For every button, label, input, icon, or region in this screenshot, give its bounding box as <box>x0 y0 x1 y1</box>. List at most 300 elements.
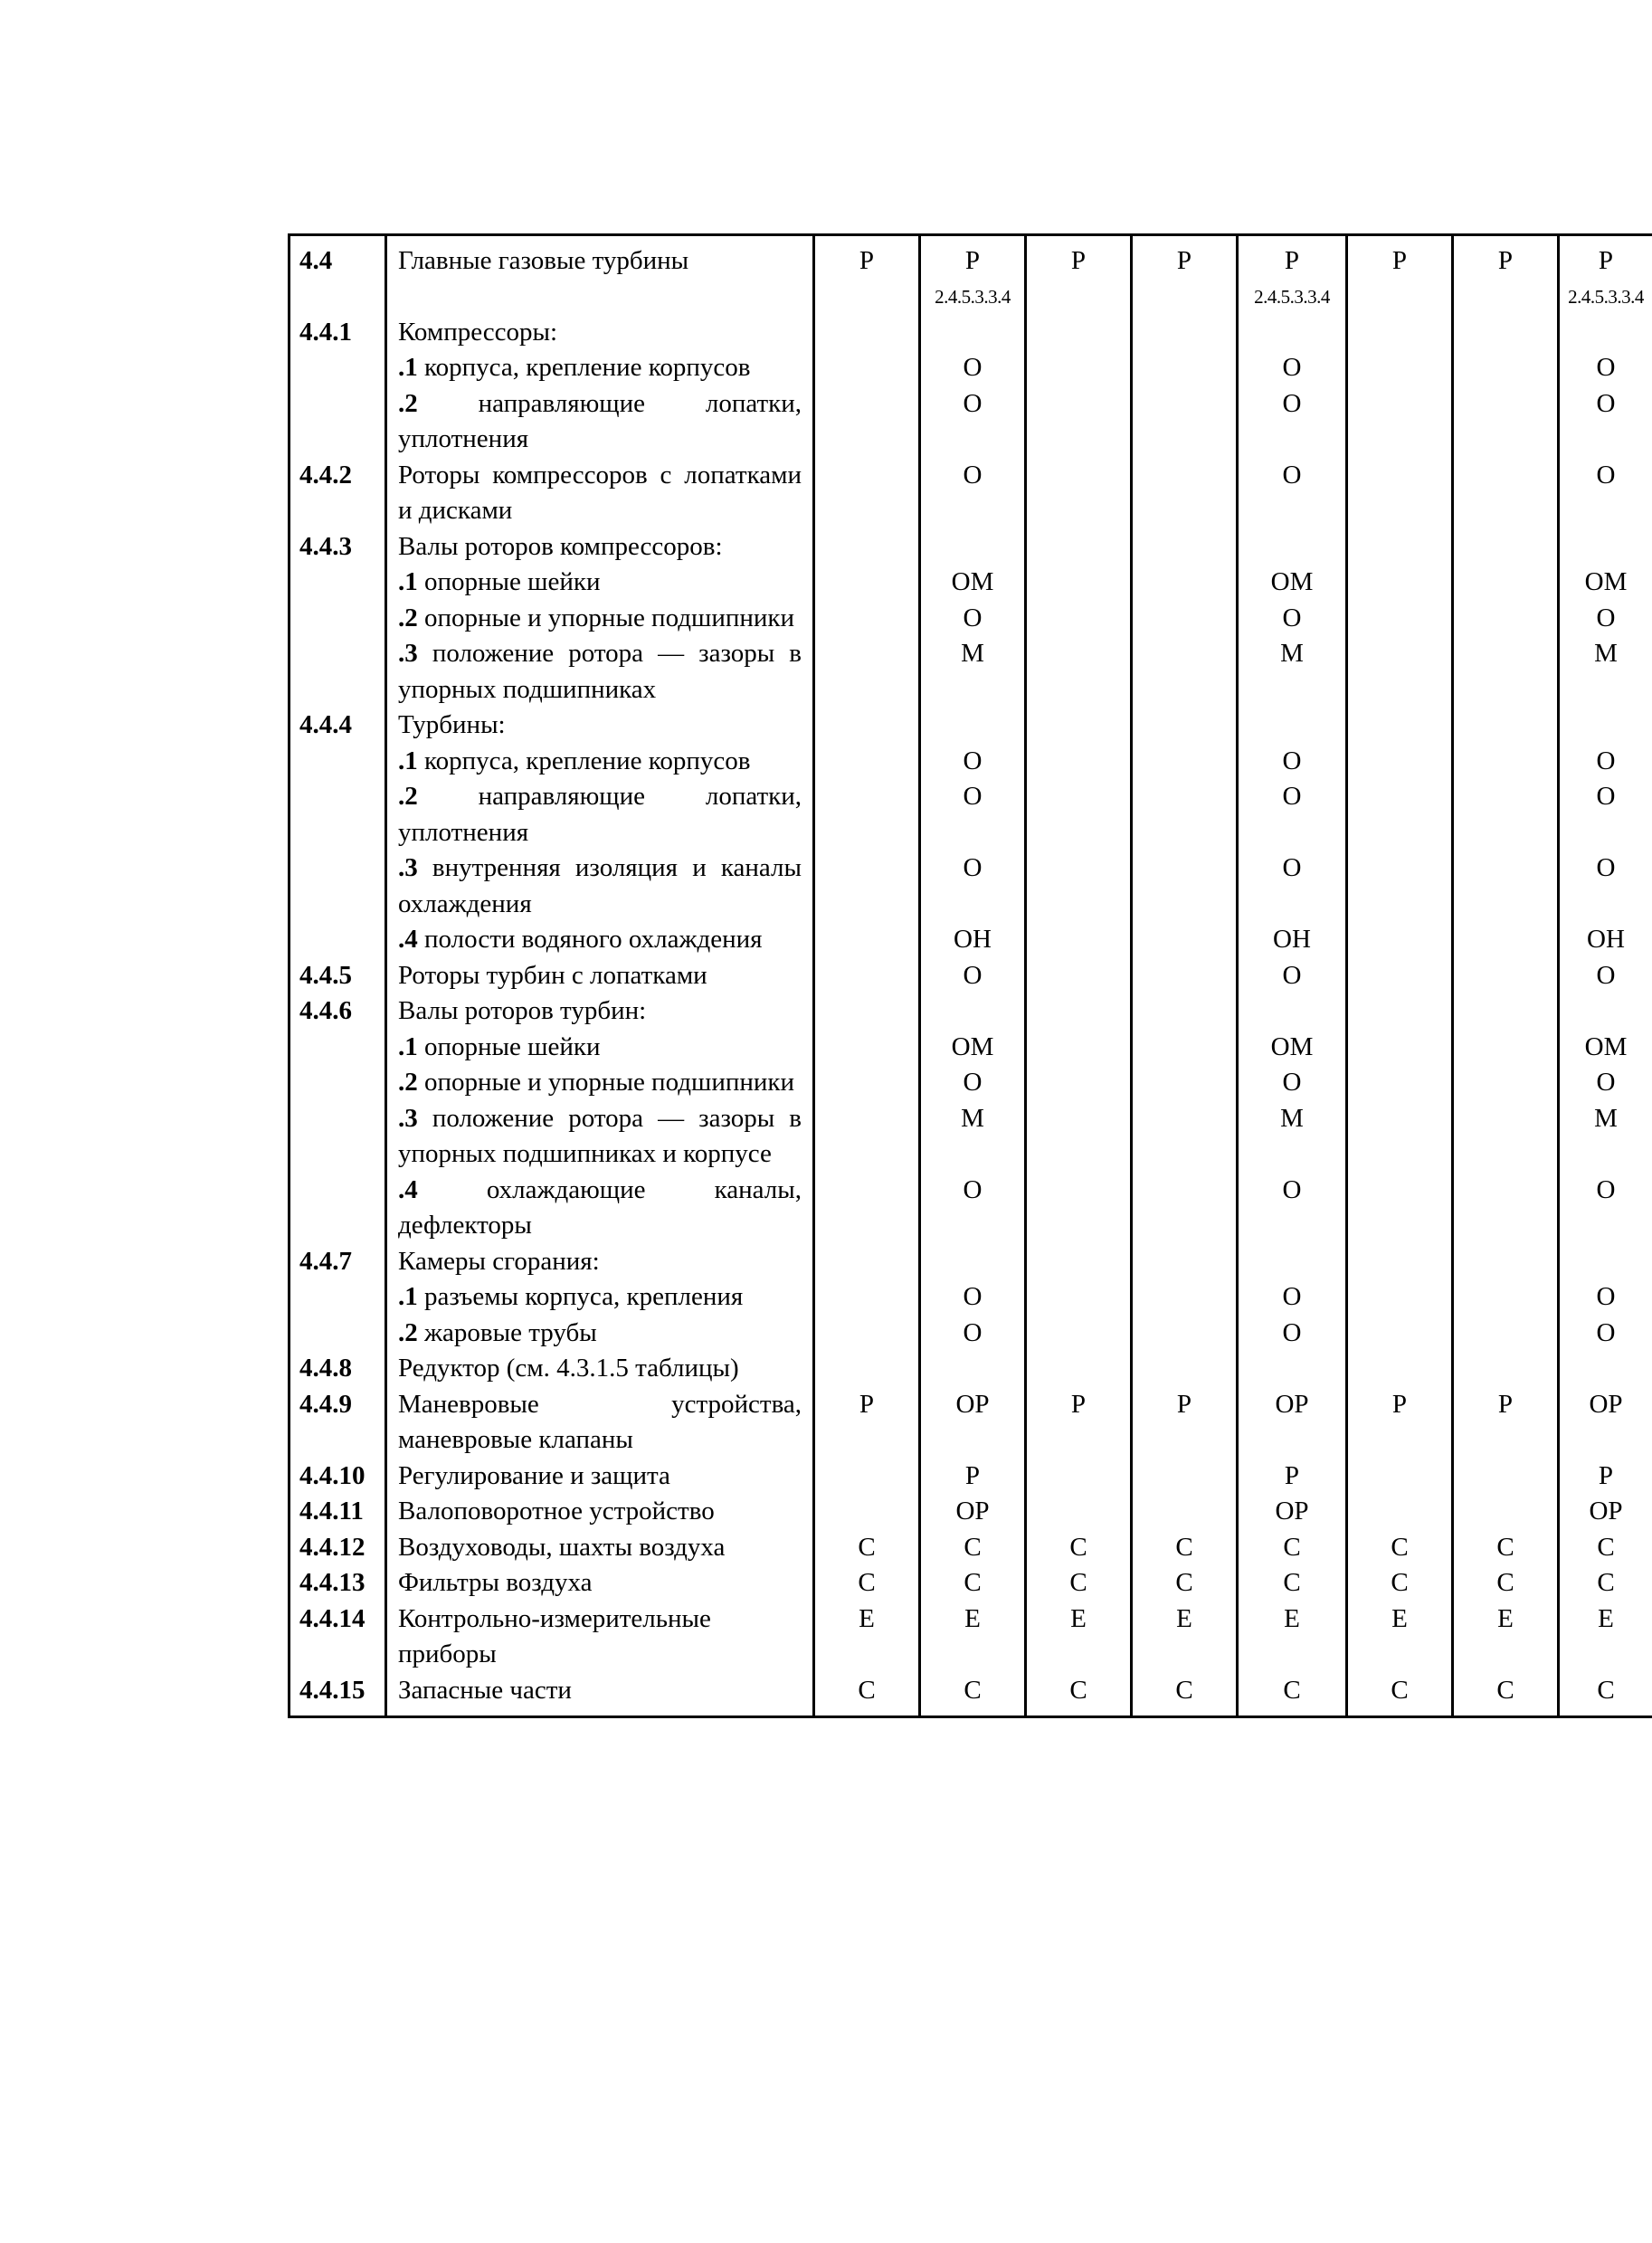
survey-code-cell <box>1453 708 1559 744</box>
survey-code-cell <box>1238 1173 1347 1244</box>
survey-code-cell <box>1453 958 1559 994</box>
survey-code-cell <box>1347 1244 1453 1280</box>
item-number: 4.4.4 <box>290 708 386 744</box>
item-description: Турбины: <box>386 708 814 744</box>
survey-code: С <box>1069 1675 1087 1705</box>
item-description <box>386 1101 814 1173</box>
survey-code: О <box>1282 388 1302 418</box>
survey-code-cell <box>814 1279 920 1316</box>
table-row <box>290 350 1652 386</box>
survey-code-cell <box>1026 1244 1132 1280</box>
sub-item-number: .1 <box>398 567 418 596</box>
survey-code: О <box>963 603 983 632</box>
survey-code: С <box>1597 1568 1615 1597</box>
item-description <box>386 779 814 851</box>
table-row <box>290 565 1652 601</box>
survey-code-cell <box>1347 636 1453 708</box>
survey-code-cell <box>1453 636 1559 708</box>
sub-item-text: охлаждающие каналы, дефлекторы <box>398 1174 802 1240</box>
survey-code: О <box>1596 782 1616 811</box>
survey-code-cell <box>1132 744 1238 780</box>
item-number: 4.4.15 <box>290 1673 386 1717</box>
survey-code-cell <box>1453 350 1559 386</box>
survey-code-cell <box>1238 601 1347 637</box>
table-row <box>290 1101 1652 1173</box>
survey-code-cell <box>1026 636 1132 708</box>
survey-code-cell <box>1559 1065 1652 1101</box>
survey-code-cell <box>1238 1459 1347 1495</box>
survey-code-cell <box>1453 922 1559 958</box>
survey-code-cell <box>1453 1030 1559 1066</box>
survey-code: С <box>964 1532 982 1562</box>
survey-code: С <box>858 1568 876 1597</box>
item-description <box>386 565 814 601</box>
survey-code-cell <box>1453 779 1559 851</box>
item-number <box>290 565 386 601</box>
item-description <box>386 1065 814 1101</box>
survey-code-cell <box>1132 1279 1238 1316</box>
item-number <box>290 1279 386 1316</box>
survey-code-cell <box>1132 601 1238 637</box>
survey-code-cell <box>1026 1279 1132 1316</box>
sub-item-number: .2 <box>398 1068 418 1097</box>
survey-code: ОР <box>1275 1389 1309 1419</box>
table-row <box>290 1565 1652 1601</box>
sub-item-number: .1 <box>398 1282 418 1311</box>
item-number <box>290 1316 386 1352</box>
item-number <box>290 851 386 922</box>
item-description: Контрольно-измерительные приборы <box>386 1601 814 1673</box>
survey-code: ОР <box>1589 1389 1623 1419</box>
survey-code: Р <box>1497 1389 1514 1419</box>
survey-code-cell <box>1238 1030 1347 1066</box>
survey-code-cell <box>1132 315 1238 351</box>
survey-code: О <box>963 1068 983 1097</box>
survey-code: Р <box>859 246 875 275</box>
rule-reference: 2.4.5.3.3.4 <box>935 285 1011 308</box>
table-row <box>290 1316 1652 1352</box>
sub-item-text: полости водяного охлаждения <box>424 925 763 954</box>
sub-item-text: опорные шейки <box>424 1031 601 1061</box>
survey-code-cell <box>814 601 920 637</box>
survey-code-cell <box>1559 708 1652 744</box>
survey-code-cell <box>1347 601 1453 637</box>
table-row <box>290 851 1652 922</box>
item-number: 4.4.3 <box>290 529 386 566</box>
survey-code: О <box>1282 1174 1302 1204</box>
survey-code-cell <box>1559 458 1652 529</box>
item-description: Роторы компрессоров с лопатками и дисками <box>386 458 814 529</box>
survey-code-cell <box>814 565 920 601</box>
survey-code-cell <box>814 1459 920 1495</box>
survey-code-cell <box>1238 708 1347 744</box>
survey-code: О <box>1596 1282 1616 1311</box>
sub-item-number: .4 <box>398 1174 418 1204</box>
survey-code: О <box>1596 603 1616 632</box>
survey-code-cell <box>1238 851 1347 922</box>
survey-code-cell <box>814 993 920 1030</box>
survey-code-cell <box>1559 1173 1652 1244</box>
survey-code: Р <box>1391 1389 1408 1419</box>
table-row <box>290 1065 1652 1101</box>
survey-code-cell <box>1559 958 1652 994</box>
survey-code-cell <box>814 235 920 315</box>
survey-code: О <box>963 1282 983 1311</box>
survey-code: Р <box>964 246 981 275</box>
survey-code-cell <box>1132 993 1238 1030</box>
survey-code: О <box>963 746 983 775</box>
survey-code-cell <box>1559 601 1652 637</box>
table-row <box>290 315 1652 351</box>
survey-code-cell <box>1347 529 1453 566</box>
survey-code: Е <box>1391 1603 1408 1633</box>
survey-code-cell <box>1347 1030 1453 1066</box>
survey-code: Р <box>859 1389 875 1419</box>
sub-item-number: .2 <box>398 603 418 632</box>
item-description: Компрессоры: <box>386 315 814 351</box>
survey-code-cell <box>920 1279 1026 1316</box>
survey-code-cell <box>1132 1173 1238 1244</box>
survey-code-cell <box>1238 636 1347 708</box>
survey-code-cell <box>1559 779 1652 851</box>
survey-code-cell <box>1453 529 1559 566</box>
survey-code-cell <box>1453 315 1559 351</box>
table-row <box>290 529 1652 566</box>
survey-code-cell <box>1132 235 1238 315</box>
survey-code-cell <box>1347 458 1453 529</box>
item-number <box>290 350 386 386</box>
survey-code-cell <box>1238 1279 1347 1316</box>
survey-code-cell <box>920 779 1026 851</box>
item-number: 4.4.12 <box>290 1530 386 1566</box>
survey-code: Р <box>1497 246 1514 275</box>
survey-code-cell <box>1238 1387 1347 1459</box>
survey-code-cell <box>1347 851 1453 922</box>
survey-code: Р <box>1070 1389 1087 1419</box>
survey-code-cell <box>814 529 920 566</box>
survey-code-cell <box>1453 744 1559 780</box>
table-row <box>290 922 1652 958</box>
survey-code: О <box>1282 746 1302 775</box>
survey-code: О <box>963 853 983 882</box>
survey-code-cell <box>1026 235 1132 315</box>
item-number <box>290 1030 386 1066</box>
survey-code-cell <box>1453 1565 1559 1601</box>
survey-code: ОР <box>955 1389 990 1419</box>
item-number: 4.4.5 <box>290 958 386 994</box>
survey-code-cell <box>1026 851 1132 922</box>
survey-code-cell <box>1347 958 1453 994</box>
sub-item-text: положение ротора — зазоры в упорных подшипниках <box>398 639 802 704</box>
survey-code: О <box>963 1174 983 1204</box>
survey-code-cell <box>814 779 920 851</box>
survey-code-cell <box>814 315 920 351</box>
survey-code: Е <box>1176 1603 1192 1633</box>
survey-code-cell <box>814 1244 920 1280</box>
survey-code: С <box>1496 1568 1514 1597</box>
item-number <box>290 1173 386 1244</box>
sub-item-number: .3 <box>398 853 418 882</box>
survey-code-cell <box>814 922 920 958</box>
survey-code-cell <box>1453 565 1559 601</box>
survey-code-cell <box>1347 1065 1453 1101</box>
survey-code: Р <box>1176 246 1192 275</box>
survey-code: С <box>964 1675 982 1705</box>
sub-item-text: опорные и упорные подшипники <box>424 1068 795 1097</box>
survey-code-cell <box>1132 708 1238 744</box>
survey-code-cell <box>1026 529 1132 566</box>
survey-code-cell <box>1238 1601 1347 1673</box>
survey-code-cell <box>920 993 1026 1030</box>
item-number: 4.4.9 <box>290 1387 386 1459</box>
survey-code-cell <box>814 1494 920 1530</box>
survey-code-cell <box>814 1351 920 1387</box>
survey-code-cell <box>1132 958 1238 994</box>
survey-code-cell <box>1238 386 1347 458</box>
item-description: Валы роторов турбин: <box>386 993 814 1030</box>
item-description: Регулирование и защита <box>386 1459 814 1495</box>
item-description: Роторы турбин с лопатками <box>386 958 814 994</box>
survey-code: Р <box>1284 1460 1300 1490</box>
item-description <box>386 851 814 922</box>
survey-code-cell <box>920 1351 1026 1387</box>
item-description <box>386 1279 814 1316</box>
sub-item-text: внутренняя изоляция и каналы охлаждения <box>398 853 802 918</box>
item-description: Маневровые устройства, маневровые клапаны <box>386 1387 814 1459</box>
survey-code-cell <box>814 350 920 386</box>
survey-code-cell <box>1132 851 1238 922</box>
survey-code-cell <box>1347 1530 1453 1566</box>
survey-code: О <box>1282 603 1302 632</box>
survey-code-cell <box>1347 1316 1453 1352</box>
survey-code-cell <box>1347 1601 1453 1673</box>
survey-code-cell <box>920 1065 1026 1101</box>
survey-code-cell <box>1132 1244 1238 1280</box>
item-description <box>386 1030 814 1066</box>
survey-code-cell <box>1347 1173 1453 1244</box>
survey-code: С <box>1069 1532 1087 1562</box>
item-number: 4.4.7 <box>290 1244 386 1280</box>
survey-code-cell <box>1559 315 1652 351</box>
survey-code-cell <box>1238 1494 1347 1530</box>
survey-code-cell <box>1026 1601 1132 1673</box>
survey-code-cell <box>920 350 1026 386</box>
survey-code: О <box>1596 746 1616 775</box>
survey-code: М <box>961 639 984 668</box>
survey-code-cell <box>1026 1673 1132 1717</box>
survey-code-cell <box>920 744 1026 780</box>
item-number <box>290 1101 386 1173</box>
sub-item-number: .2 <box>398 782 418 811</box>
survey-code-cell <box>1238 1530 1347 1566</box>
survey-code: ОН <box>1587 925 1625 954</box>
survey-code-cell <box>1132 1387 1238 1459</box>
survey-code-cell <box>1347 1279 1453 1316</box>
survey-code-cell <box>1026 1565 1132 1601</box>
survey-code-cell <box>1132 636 1238 708</box>
survey-code-cell <box>1453 1244 1559 1280</box>
survey-code-cell <box>1347 386 1453 458</box>
survey-code: С <box>1283 1532 1301 1562</box>
item-description <box>386 350 814 386</box>
survey-code-cell <box>1559 1030 1652 1066</box>
table-row <box>290 386 1652 458</box>
survey-code-cell <box>1347 1459 1453 1495</box>
sub-item-text: направляющие лопатки, уплотнения <box>398 782 802 847</box>
survey-code: О <box>1282 460 1302 489</box>
survey-code-cell <box>1238 779 1347 851</box>
item-number <box>290 636 386 708</box>
sub-item-text: разъемы корпуса, крепления <box>424 1282 744 1311</box>
survey-code-cell <box>814 1065 920 1101</box>
survey-code-cell <box>1132 1565 1238 1601</box>
survey-code-cell <box>814 636 920 708</box>
survey-code-cell <box>1559 386 1652 458</box>
survey-code-cell <box>920 1601 1026 1673</box>
survey-code: О <box>1282 1317 1302 1347</box>
survey-code-cell <box>1559 1351 1652 1387</box>
sub-item-number: .1 <box>398 1031 418 1061</box>
table-row <box>290 1351 1652 1387</box>
table-row <box>290 1279 1652 1316</box>
survey-code-cell <box>920 958 1026 994</box>
survey-code: О <box>1596 388 1616 418</box>
sub-item-text: опорные и упорные подшипники <box>424 603 795 632</box>
survey-code-cell <box>814 1173 920 1244</box>
survey-code: Р <box>1598 1460 1614 1490</box>
survey-code-cell <box>1559 1101 1652 1173</box>
survey-code: Е <box>964 1603 981 1633</box>
sub-item-number: .2 <box>398 1317 418 1347</box>
survey-code-cell <box>1453 386 1559 458</box>
survey-code-cell <box>920 1030 1026 1066</box>
survey-code-cell <box>814 458 920 529</box>
survey-code-cell <box>1453 1279 1559 1316</box>
survey-code-cell <box>1453 1351 1559 1387</box>
survey-code-cell <box>814 958 920 994</box>
survey-code-cell <box>1453 1065 1559 1101</box>
item-description <box>386 601 814 637</box>
survey-code-cell <box>1026 1173 1132 1244</box>
survey-code: С <box>1283 1675 1301 1705</box>
survey-code: О <box>1596 1068 1616 1097</box>
survey-code-cell <box>1132 1316 1238 1352</box>
survey-code-cell <box>920 386 1026 458</box>
survey-code: ОР <box>955 1497 990 1525</box>
survey-code: С <box>1175 1675 1193 1705</box>
survey-code: Е <box>1598 1603 1614 1633</box>
survey-code-cell <box>920 1494 1026 1530</box>
survey-code: О <box>1596 353 1616 382</box>
survey-code-cell <box>1132 350 1238 386</box>
survey-code-cell <box>1559 851 1652 922</box>
survey-code: О <box>1282 1068 1302 1097</box>
survey-code-cell <box>1559 1459 1652 1495</box>
sub-item-text: корпуса, крепление корпусов <box>424 353 751 382</box>
survey-code-cell <box>1347 1387 1453 1459</box>
survey-code-cell <box>1347 565 1453 601</box>
survey-code: М <box>1280 1103 1304 1133</box>
item-number <box>290 779 386 851</box>
survey-code-cell <box>1238 565 1347 601</box>
survey-code: ОМ <box>1270 567 1314 596</box>
survey-code-cell <box>1559 1244 1652 1280</box>
item-number <box>290 601 386 637</box>
survey-code-cell <box>1132 1101 1238 1173</box>
survey-code-cell <box>1559 744 1652 780</box>
survey-code: О <box>963 353 983 382</box>
table-row <box>290 1601 1652 1673</box>
table-row <box>290 235 1652 315</box>
item-description <box>386 922 814 958</box>
survey-code-cell <box>1132 1351 1238 1387</box>
survey-code-cell <box>920 1316 1026 1352</box>
survey-code-cell <box>814 1530 920 1566</box>
survey-code: С <box>1496 1675 1514 1705</box>
survey-code-cell <box>1347 993 1453 1030</box>
survey-code-cell <box>920 601 1026 637</box>
survey-code-cell <box>920 851 1026 922</box>
survey-code-cell <box>1559 1387 1652 1459</box>
survey-code-cell <box>1453 1173 1559 1244</box>
survey-code: С <box>1391 1532 1409 1562</box>
sub-item-number: .1 <box>398 353 418 382</box>
survey-code-cell <box>1453 1316 1559 1352</box>
survey-code: С <box>1597 1675 1615 1705</box>
survey-code-cell <box>920 565 1026 601</box>
item-description: Валы роторов компрессоров: <box>386 529 814 566</box>
survey-code-cell <box>814 1030 920 1066</box>
table-row <box>290 958 1652 994</box>
survey-code-cell <box>1238 1316 1347 1352</box>
survey-code-cell <box>1132 1673 1238 1717</box>
item-description <box>386 1173 814 1244</box>
survey-code-cell <box>1026 1459 1132 1495</box>
survey-code-cell <box>920 636 1026 708</box>
survey-code-cell <box>1347 708 1453 744</box>
item-number: 4.4.10 <box>290 1459 386 1495</box>
survey-code-cell <box>1026 1316 1132 1352</box>
item-number <box>290 744 386 780</box>
survey-code: О <box>1282 853 1302 882</box>
survey-code-cell <box>1559 636 1652 708</box>
survey-code-cell <box>1347 779 1453 851</box>
survey-code: О <box>1282 960 1302 990</box>
survey-code-cell <box>1026 958 1132 994</box>
survey-code-cell <box>1453 993 1559 1030</box>
survey-code-cell <box>1559 235 1652 315</box>
sub-item-number: .1 <box>398 746 418 775</box>
item-description: Фильтры воздуха <box>386 1565 814 1601</box>
survey-code: О <box>1282 782 1302 811</box>
table-body <box>290 235 1652 1717</box>
survey-code: С <box>1069 1568 1087 1597</box>
survey-code-cell <box>920 235 1026 315</box>
survey-code-cell <box>1238 958 1347 994</box>
survey-code: С <box>964 1568 982 1597</box>
survey-code-cell <box>1026 315 1132 351</box>
survey-code-cell <box>1453 1494 1559 1530</box>
item-number: 4.4.14 <box>290 1601 386 1673</box>
survey-code-cell <box>1026 565 1132 601</box>
survey-code-cell <box>1453 601 1559 637</box>
survey-code: Р <box>1176 1389 1192 1419</box>
survey-code-cell <box>1238 922 1347 958</box>
survey-code-cell <box>1132 1459 1238 1495</box>
survey-code-cell <box>814 744 920 780</box>
survey-code-cell <box>814 1387 920 1459</box>
survey-code-cell <box>1238 1065 1347 1101</box>
